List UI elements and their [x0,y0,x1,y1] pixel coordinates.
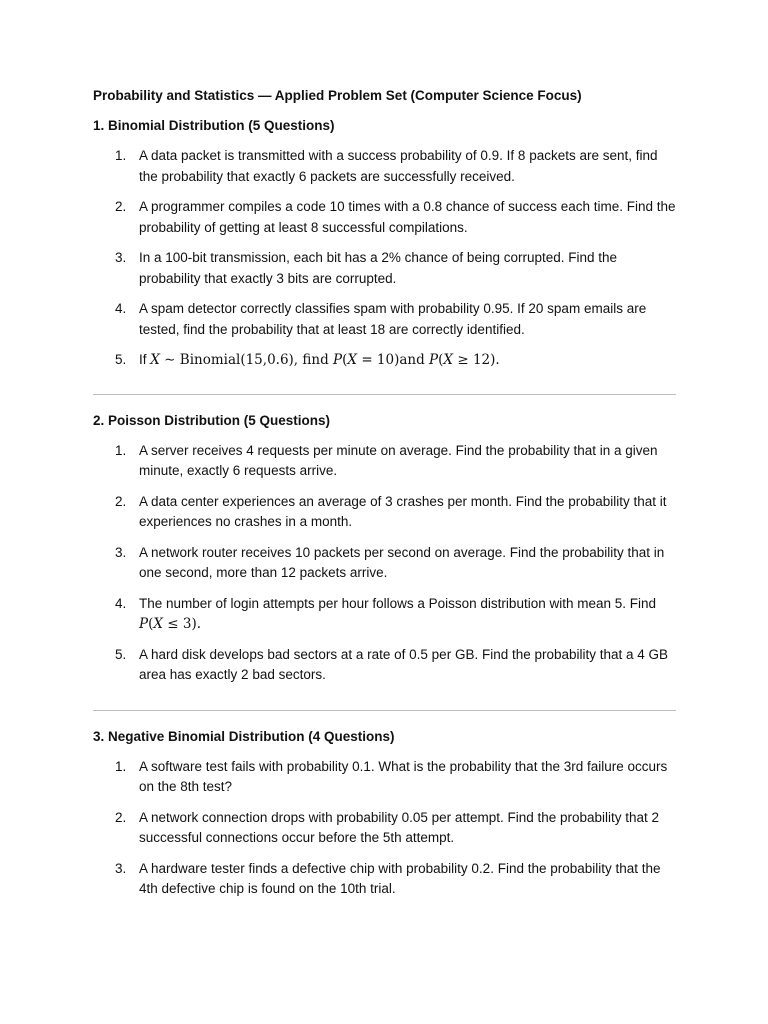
question-text: A data packet is transmitted with a success probability of 0.9. If 8 packets are sent, find the probability that exactly 6 packets are successfully received. [139,148,658,184]
question-number: 3. [115,860,127,876]
question-text: A network router receives 10 packets per second on average. Find the probability that in one second, more than 12 packets arrive. [139,544,665,580]
question-text: A hardware tester finds a defective chip with probability 0.2. Find the probability that the 4th defective chip is found on the 10th trial. [139,860,661,896]
question-item [93,146,678,187]
question-number: 3. [115,544,127,560]
document-title: Probability and Statistics — Applied Problem Set (Computer Science Focus) [93,88,582,103]
section-negative-binomial [93,727,678,900]
question-number: 1. [115,758,127,774]
question-number: 3. [115,250,127,265]
document-page [93,86,678,900]
section-divider [93,710,676,711]
question-item [93,350,678,371]
section-binomial [93,116,678,371]
question-number: 1. [115,148,127,163]
section-heading: 1. Binomial Distribution (5 Questions) [93,118,335,133]
question-item [93,757,678,798]
section-divider [93,394,676,395]
question-number: 2. [115,199,127,214]
question-item [93,645,678,686]
question-text: A data center experiences an average of 3 crashes per month. Find the probability that it experiences no crashes in a month. [139,493,667,529]
question-text: In a 100-bit transmission, each bit has a 2% chance of being corrupted. Find the probability that exactly 3 bits are corrupted. [139,250,618,286]
question-list [93,757,678,900]
question-text: A programmer compiles a code 10 times with a 0.8 chance of success each time. Find the probability of getting at least 8 successful compilations. [139,199,676,235]
question-number: 1. [115,442,127,458]
question-text: A network connection drops with probability 0.05 per attempt. Find the probability that 2 successful connections occur before the 5th attempt. [139,809,660,845]
question-item [93,299,678,340]
question-text: A hard disk develops bad sectors at a rate of 0.5 per GB. Find the probability that a 4 GB area has exactly 2 bad sectors. [139,646,669,682]
question-item [93,808,678,849]
question-item [93,543,678,584]
section-heading: 2. Poisson Distribution (5 Questions) [93,412,331,428]
question-item [93,248,678,289]
question-number: 2. [115,493,127,509]
section-heading: 3. Negative Binomial Distribution (4 Questions) [93,728,395,744]
question-text: A server receives 4 requests per minute on average. Find the probability that in a given minute, exactly 6 requests arrive. [139,442,658,478]
question-text: A software test fails with probability 0.1. What is the probability that the 3rd failure occurs on the 8th test? [139,758,668,794]
question-number: 2. [115,809,127,825]
question-text-math: If X ∼ Binomial(15,0.6), find P(X = 10)and P(X ≥ 12). [139,352,500,368]
question-item [93,492,678,533]
question-number: 5. [115,646,127,662]
question-number: 4. [115,301,127,316]
question-list [93,441,678,686]
question-list [93,146,678,371]
question-item [93,859,678,900]
question-number: 4. [115,595,127,611]
question-item [93,594,678,635]
question-item [93,441,678,482]
section-poisson [93,411,678,686]
question-item [93,197,678,238]
question-text-math: The number of login attempts per hour follows a Poisson distribution with mean 5. Find P(X ≤ 3). [139,595,657,632]
question-number: 5. [115,352,127,367]
question-text: A spam detector correctly classifies spam with probability 0.95. If 20 spam emails are tested, find the probability that at least 18 are correctly identified. [139,301,647,337]
